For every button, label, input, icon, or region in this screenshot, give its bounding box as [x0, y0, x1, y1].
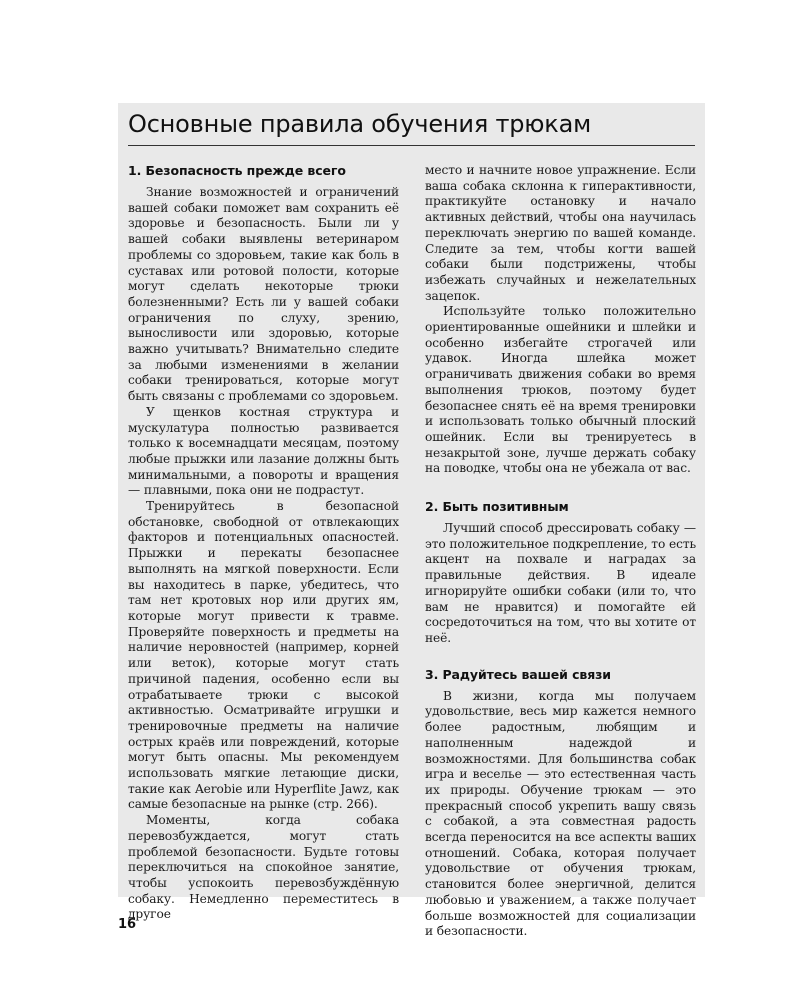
paragraph: Лучший способ дрессировать собаку — это положительное подкрепление, то есть акцент на похвале и наградах за правильные действия. В идеале игнорируйте ошибки собаки (или то, что вам не нравится) и помогайте ей сосредоточиться на том, что вы хотите от неё. — [425, 521, 696, 645]
section-spacer — [425, 647, 696, 667]
section-heading-safety: 1. Безопасность прежде всего — [128, 163, 346, 178]
page-title: Основные правила обучения трюкам — [128, 110, 592, 138]
paragraph-continued: место и начните новое упражнение. Если ваша собака склонна к гиперактивности, практикуйте остановку и начало активных действий, чтобы она научилась переключать энергию по вашей команде. Следите за тем, чтобы когти вашей собаки были подстрижены, чтобы избежать случайных и нежелательных зацепок. — [425, 163, 696, 303]
section-heading-positive: 2. Быть позитивным — [425, 499, 569, 515]
paragraph: Используйте только положительно ориентированные ошейники и шлейки и особенно избегайте строгачей или удавок. Иногда шлейка может ограничивать движения собаки во время выполнения трюков, поэтому будет безопаснее снять её на время тренировки и использовать только обычный плоский ошейник. Если вы тренируетесь в незакрытой зоне, лучше держать собаку на поводке, чтобы она не убежала от вас. — [425, 304, 696, 476]
paragraph: Моменты, когда собака перевозбуждается, могут стать проблемой безопасности. Будьте готовы переключиться на спокойное занятие, чтобы успокоить перевозбуждённую собаку. Немедленно переместитесь в другое — [128, 813, 399, 922]
left-column — [128, 163, 399, 923]
title-divider — [128, 145, 695, 146]
paragraph: Тренируйтесь в безопасной обстановке, свободной от отвлекающих факторов и потенциальных опасностей. Прыжки и перекаты безопаснее выполнять на мягкой поверхности. Если вы находитесь в парке, убедитесь, что там нет кротовых нор или других ям, которые могут привести к травме. Проверяйте поверхность и предметы на наличие неровностей (например, корней или веток), которые могут стать причиной падения, особенно если вы отрабатываете трюки с высокой активностью. Осматривайте игрушки и тренировочные предметы на наличие острых краёв или повреждений, которые могут быть опасны. Мы рекомендуем использовать мягкие летающие диски, такие как Aerobie или Hyperflite Jawz, как самые безопасные на рынке (стр. 266). — [128, 499, 399, 812]
paragraph: Знание возможностей и ограничений вашей собаки поможет вам сохранить её здоровье и безопасность. Были ли у вашей собаки выявлены ветеринаром проблемы со здоровьем, такие как боль в суставах или ротовой полости, которые могут сделать некоторые трюки болезненными? Есть ли у вашей собаки ограничения по слуху, зрению, выносливости или здоровью, которые важно учитывать? Внимательно следите за любыми изменениями в желании собаки тренироваться, которые могут быть связаны с проблемами со здоровьем. — [128, 185, 399, 404]
right-column — [425, 163, 696, 940]
section-heading-bond: 3. Радуйтесь вашей связи — [425, 666, 611, 682]
page-number: 16 — [118, 917, 137, 932]
paragraph: В жизни, когда мы получаем удовольствие, весь мир кажется немного более радостным, любящим и наполненным надеждой и возможностями. Для большинства собак игра и веселье — это естественная часть их природы. Обучение трюкам — это прекрасный способ укрепить вашу связь с собакой, а эта совместная радость всегда переносится на все аспекты ваших отношений. Собака, которая получает удовольствие от обучения трюкам, становится более энергичной, делится любовью и уважением, а также получает больше возможностей для социализации и безопасности. — [425, 688, 696, 939]
section-spacer — [425, 477, 696, 499]
paragraph: У щенков костная структура и мускулатура полностью развивается только к восемнадцати месяцам, поэтому любые прыжки или лазание должны быть минимальными, а повороты и вращения — плавными, пока они не подрастут. — [128, 404, 399, 498]
